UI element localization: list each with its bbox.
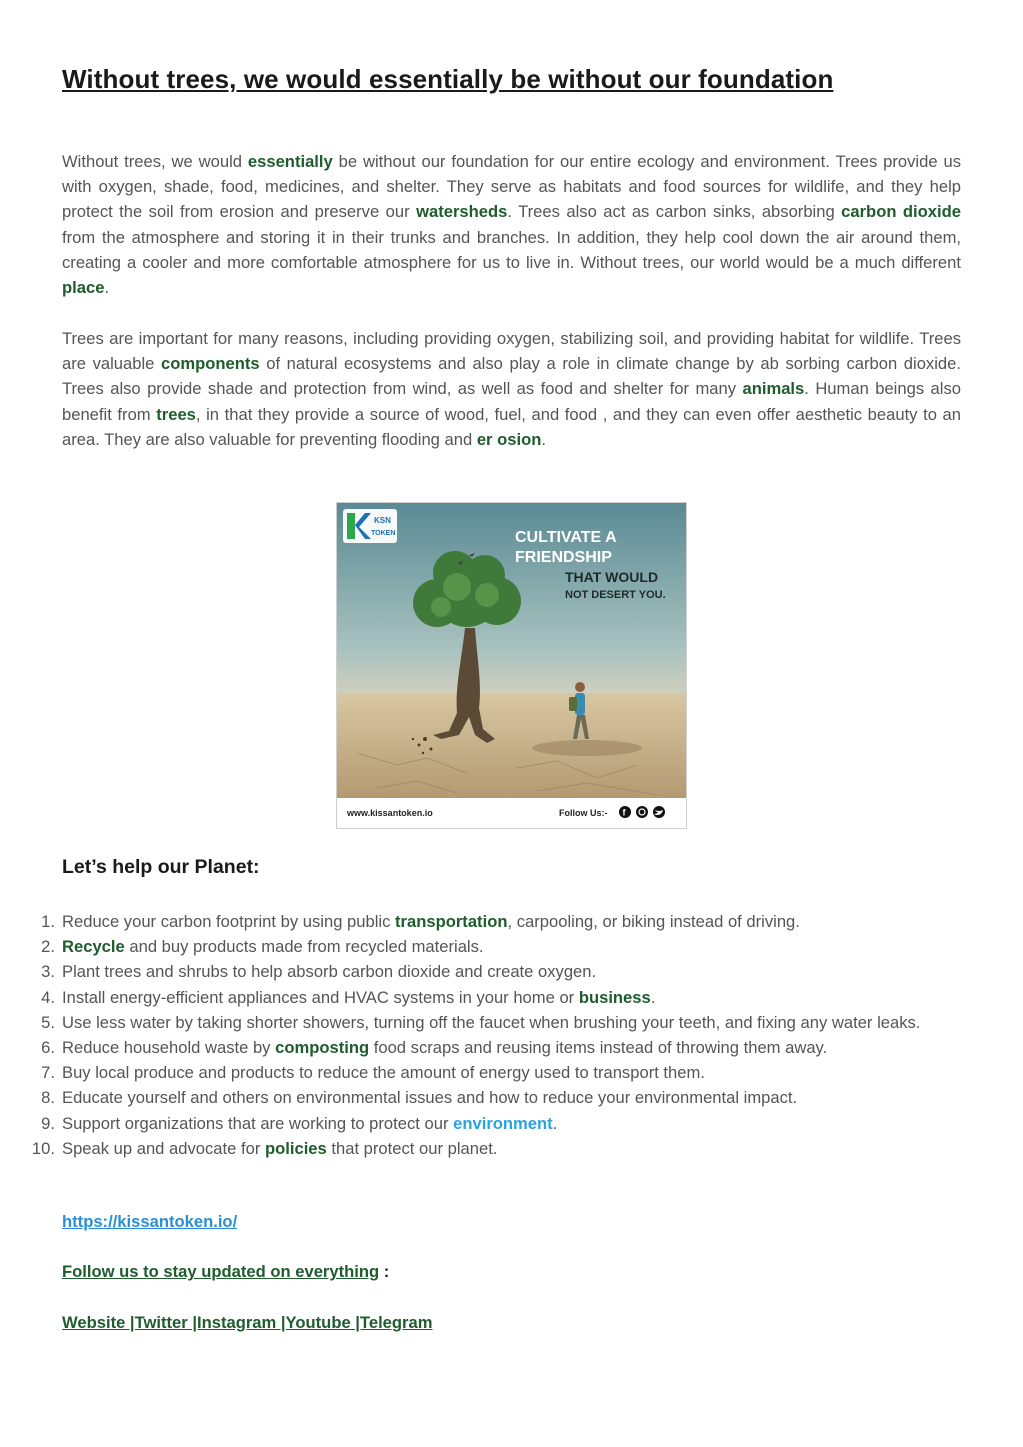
list-item: [0, 985, 962, 1010]
poster-follow: Follow Us:-: [559, 808, 608, 818]
list-item-number: 9.: [41, 1113, 55, 1133]
action-steps-list: [0, 909, 962, 1161]
keyword-text: watersheds: [416, 202, 508, 222]
body-text: Plant trees and shrubs to help absorb carbon dioxide and create oxygen.: [62, 962, 597, 982]
keyword-text: place: [62, 278, 105, 298]
list-item-number: 2.: [41, 937, 55, 957]
keyword-text: Recycle: [62, 937, 125, 957]
follow-us-text[interactable]: Follow us to stay updated on everything: [62, 1262, 380, 1281]
list-item: [0, 1136, 962, 1161]
ksn-token-poster: [337, 503, 686, 828]
list-item-number: 7.: [41, 1063, 55, 1083]
facebook-icon: f: [622, 807, 626, 818]
poster-headline-2: FRIENDSHIP: [515, 549, 612, 566]
keyword-text: essentially: [247, 152, 333, 171]
body-text: Trees are important for many reasons, including providing oxygen, stabilizing soil, and providing habitat for wildlife. Trees are valuable: [62, 329, 961, 374]
importance-paragraph: [62, 326, 961, 452]
body-text: food scraps and reusing items instead of throwing them away.: [369, 1038, 828, 1058]
list-item: [0, 959, 962, 984]
follow-us-colon: :: [379, 1262, 390, 1281]
keyword-text: composting: [275, 1038, 370, 1058]
poster-headline-4: NOT DESERT YOU.: [565, 589, 666, 601]
body-text: from the atmosphere and storing it in their trunks and branches. In addition, they help cool down the air around them, creating a cooler and more comfortable atmosphere for us to live in. Without trees, our world would be a much different: [62, 227, 961, 272]
list-item-number: 8.: [41, 1088, 55, 1108]
body-text: .: [552, 1113, 558, 1133]
follow-us-line: [62, 1262, 389, 1282]
body-text: and buy products made from recycled materials.: [124, 937, 484, 957]
body-text: . Trees also act as carbon sinks, absorbing: [507, 202, 842, 222]
intro-paragraph: [62, 149, 961, 300]
list-item-number: 3.: [41, 962, 55, 982]
body-text: Speak up and advocate for: [62, 1138, 265, 1158]
poster-logo-ksn: KSN: [374, 516, 391, 525]
website-url-link[interactable]: https://kissantoken.io/: [62, 1212, 238, 1231]
body-text: , carpooling, or biking instead of driving.: [507, 912, 800, 931]
page-title: Without trees, we would essentially be without our foundation: [62, 64, 834, 94]
keyword-text: components: [160, 354, 260, 374]
keyword-text: business: [578, 987, 651, 1007]
body-text: Educate yourself and others on environmental issues and how to reduce your environmental impact.: [62, 1088, 798, 1108]
keyword-text: policies: [264, 1138, 327, 1158]
list-item: [0, 1010, 962, 1035]
body-text: . Human beings also benefit from: [62, 379, 961, 424]
keyword-text: transportation: [395, 912, 508, 931]
body-text: Without trees, we would: [62, 152, 248, 171]
list-item-number: 1.: [41, 912, 55, 931]
list-item-number: 5.: [41, 1012, 55, 1032]
body-text: be without our foundation for our entire ecology and environment. Trees provide us with oxygen, shade, food, medicines, and shelter. They serve as habitats and food sources for wildlife, and they help protect the soil from erosion and preserve our: [62, 152, 961, 222]
list-item: [0, 1035, 962, 1060]
keyword-text: er osion: [476, 429, 542, 449]
body-text: Buy local produce and products to reduce the amount of energy used to transport them.: [62, 1063, 705, 1083]
body-text: , in that they provide a source of wood, fuel, and food , and they can even offer aesthetic beauty to an area. They are also valuable for preventing flooding and: [62, 404, 961, 449]
list-item-number: 4.: [41, 987, 55, 1007]
keyword-text: carbon dioxide: [841, 202, 961, 222]
list-item: [0, 909, 962, 934]
keyword-text: trees: [156, 404, 196, 424]
body-text: .: [650, 987, 656, 1007]
list-item: [0, 1085, 962, 1110]
section-heading: Let’s help our Planet:: [62, 856, 260, 878]
body-text: Use less water by taking shorter showers, turning off the faucet when brushing your teeth, and fixing any water leaks.: [62, 1012, 921, 1032]
poster-headline-3: THAT WOULD: [565, 569, 659, 585]
poster-logo-token: TOKEN: [371, 530, 396, 537]
list-item-number: 6.: [41, 1038, 55, 1058]
body-text: of natural ecosystems and also play a role in climate change by ab sorbing carbon dioxide. Trees also provide shade and protection from wind, as well as food and shelter for many: [62, 354, 961, 399]
poster-headline-1: CULTIVATE A: [515, 529, 617, 546]
poster-website: www.kissantoken.io: [347, 808, 433, 818]
body-text: .: [104, 278, 110, 298]
keyword-text: environment: [453, 1113, 553, 1133]
body-text: Install energy-efficient appliances and HVAC systems in your home or: [62, 987, 579, 1007]
list-item: [0, 1060, 962, 1085]
list-item-number: 10.: [31, 1138, 55, 1158]
body-text: Support organizations that are working to protect our: [62, 1113, 454, 1133]
body-text: Reduce your carbon footprint by using public: [62, 912, 395, 931]
keyword-text: animals: [742, 379, 805, 399]
list-item: [0, 1111, 962, 1136]
list-item: [0, 934, 962, 959]
body-text: .: [541, 429, 546, 449]
body-text: that protect our planet.: [326, 1138, 498, 1158]
body-text: Reduce household waste by: [62, 1038, 276, 1058]
social-links[interactable]: Website |Twitter |Instagram |Youtube |Telegram: [62, 1313, 433, 1332]
